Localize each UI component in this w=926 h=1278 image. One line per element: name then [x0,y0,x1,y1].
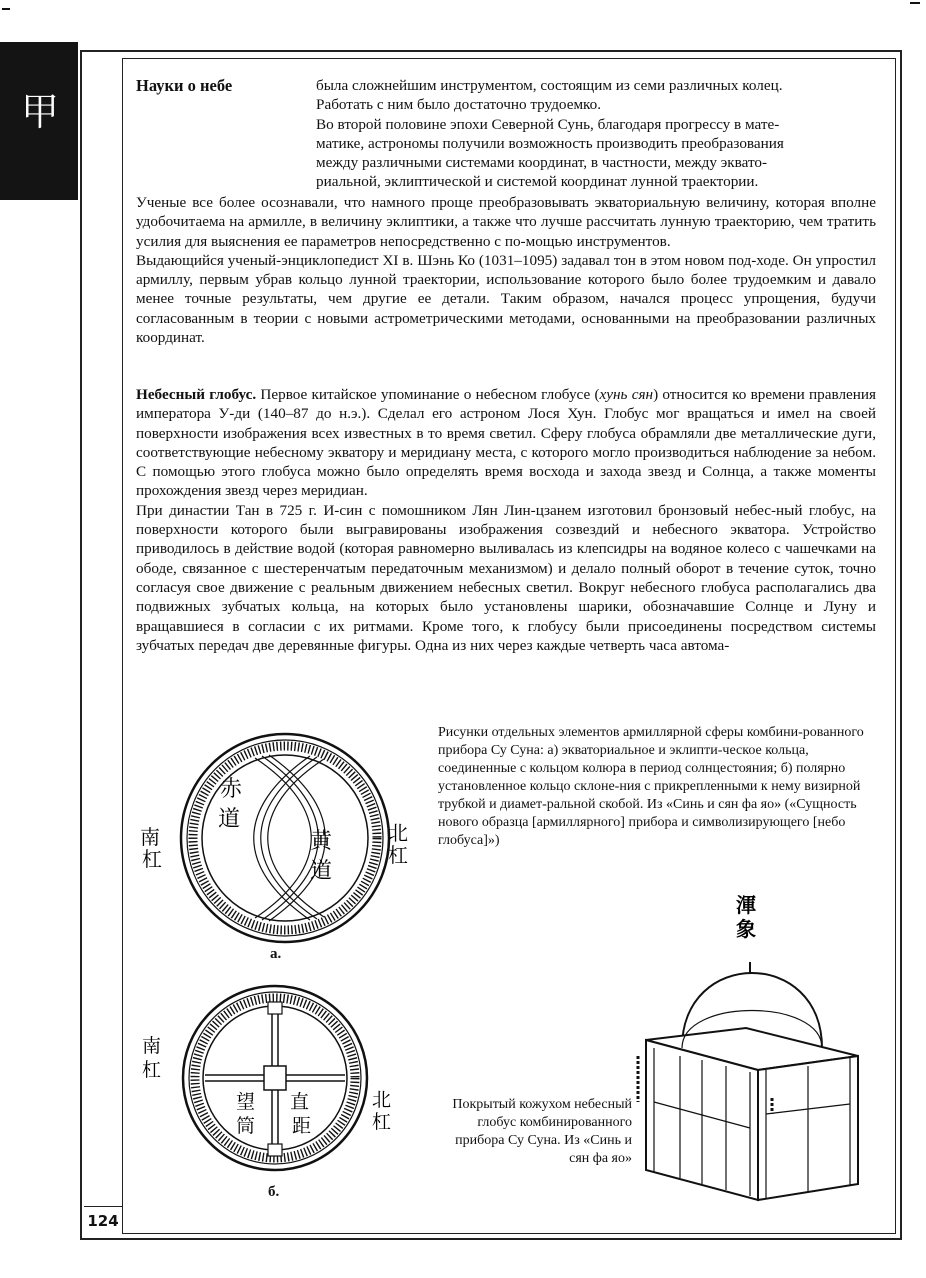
label-dao-2: 道 [310,859,333,884]
text-line: матике, астрономы получили возможность производить преобразования [316,134,784,152]
text-run: Первое китайское упоминание о небесном глобусе ( [256,386,600,403]
paragraph-shen-kuo: Выдающийся ученый-энциклопедист XI в. Шэнь Ко (1031–1095) задавал тон в этом новом под-ходе. Он упростил армиллу, первым убрав кольцо лунной траектории, использование которого было более трудоемким и давало менее точные результаты, чем другие ее детали. Таким образом, начался процесс упрощения, будучи согласованным в теории с новыми астрометрическими методами, основанными на преобразовании различных координат. [136,251,876,347]
figure-a-equatorial-ecliptic-rings [140,728,410,962]
outer-ring [181,734,389,942]
label-nan: 南 [142,1035,162,1057]
globe-heading: Небесный глобус. [136,386,257,403]
section-title: Науки о небе [136,76,233,95]
figure-b-label: б. [268,1184,280,1200]
label-tong: 筒 [236,1115,256,1137]
figure-a-label: а. [270,946,282,962]
chapter-tab [0,42,78,200]
label-gang-2: 杠 [372,1111,392,1133]
figure-covered-celestial-globe [622,888,882,1210]
text-line: Работать с ним было достаточно трудоемко. [316,96,602,114]
crop-mark-right [910,2,920,4]
label-nan: 南 [140,825,160,849]
text-line: Во второй половине эпохи Северной Сунь, благодаря прогрессу в мате- [316,115,780,133]
text-line: между различными системами координат, в частности, между эквато- [316,154,768,172]
paragraph-celestial-globe [136,385,876,655]
label-ju: 距 [292,1115,312,1137]
label-bei: 北 [388,821,408,845]
paragraph-tang-globe: При династии Тан в 725 г. И-син с помошником Лян Лин-цзанем изготовил бронзовый небес-ный глобус, на поверхности которого были выгравированы изображения созвездий и небесного экватора. Устройство приводилось в действие водой (которая равномерно выливалась из клепсидры на водяное колесо с чашечками на ободе, связанное с шестеренчатым передаточным механизмом) и делало полный оборот в течение суток, точно согласуя свое движение с реальным движением небесных светил. Вокруг небесного глобуса располагались два подвижных зубчатых кольца, на которых было установлены шарики, обозначавшие Солнце и Луну и вращавшиеся в согласии с их ритмами. Кроме того, к глобусу были присоединены посредством системы зубчатых передач две деревянные фигуры. Одна из них через каждые четверть часа автома- [136,501,876,654]
paragraph-intro [316,76,876,192]
text-line: риальной, эклиптической и системой координат лунной траектории. [316,173,759,191]
text-line: была сложнейшим инструментом, состоящим из семи различных колец. [316,77,783,94]
page-number: 124 [87,1212,119,1230]
label-chi: 赤 [220,777,243,802]
title-xiang: 象 [736,917,756,941]
label-gang-2: 杠 [388,843,408,867]
crop-mark [2,8,10,10]
paragraph-coordinates [136,193,876,347]
paragraph-text [136,385,876,501]
label-gang: 杠 [142,1059,162,1081]
page-number-rule [84,1206,122,1207]
text-run: ) относится ко времени правления императора У-ди (140–87 до н.э.). Сделал его астроном Лося Хун. Глобус мог вращаться и имел на своей поверхности изображения всех известных в то время светил. Сферу глобуса обрамляли две металлические дуги, соответствующие небесному экватору и меридиану места, с которого могло производиться наблюдение за небом. С помощью этого глобуса можно было определять время восхода и захода звезд и Солнца, а также моменты прохождения звезд через меридиан. [136,386,876,500]
label-huang: 黄 [310,829,333,854]
label-zhi: 直 [290,1091,310,1113]
figure-caption-globe: Покрытый кожухом небесный глобус комбинированного прибора Су Суна. Из «Синь и сян фа яо» [452,1097,632,1166]
chapter-tab-glyph: 甲 [20,90,59,134]
title-hun: 渾 [736,893,756,917]
label-bei: 北 [372,1089,392,1111]
outer-ring-inner-edge [187,740,383,936]
label-wang: 望 [236,1091,256,1113]
figure-b-declination-ring [140,984,410,1184]
label-gang: 杠 [142,847,162,871]
paragraph-text: Ученые все более осознавали, что намного проще преобразовывать экваториальную величину, которая вполне удобочитаема на армилле, в величину эклиптики, а также что лучше рассчитать лунную траекторию, чем тратить усилия для выяснения ее параметров непосредственно с по-мощью инструментов. [136,194,876,250]
term-hun-xiang: хунь сян [599,386,654,403]
label-dao: 道 [218,807,241,832]
figure-caption-armillary: Рисунки отдельных элементов армиллярной сферы комбини-рованного прибора Су Суна: а) экваториальное и эклипти-ческое кольца, соединенные с кольцом колюра в период солнцестояния; б) полярно установленное кольцо склоне-ния с прикрепленными к нему визирной трубкой и диамет-ральной скобой. Из «Синь и сян фа яо» («Сущность нового образца [армиллярного] прибора и символизирующего [небо глобуса]») [438,725,864,848]
